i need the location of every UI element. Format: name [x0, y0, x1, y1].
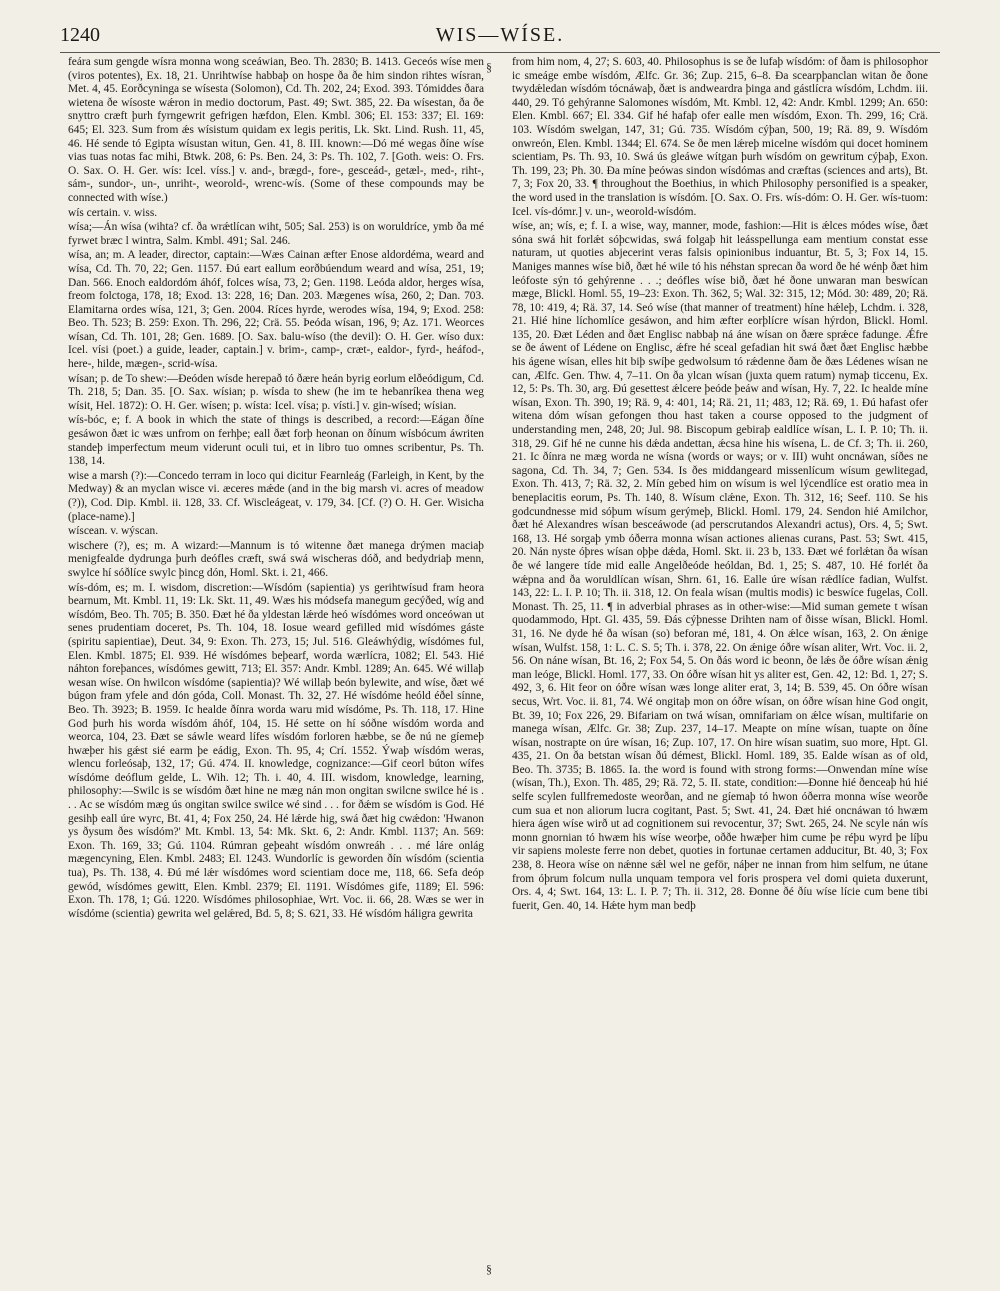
entry-wise-marsh: wise a marsh (?):—Concedo terram in loco qui dicitur Fearnleág (Farleigh, in Kent, by the Medway) & an myclan wisce vi. æceres mǽde (and in the big marsh vi. acres of meadow (?)), Cod. Dip. Kmbl. ii. 128, 33. Cf. Wiscleágeat, v. 179, 34. [Cf. (?) O. H. Ger. Wisicha (place-name).]	[68, 469, 484, 523]
entry-wisan: wísan; p. de To shew:—Ðeóden wísde herepað tó ðære heán byrig eorlum elðeódigum, Cd. Th. 218, 5; Dan. 35. [O. Sax. wísian; p. wísda to shew (he im te hebanríkea thena weg wísit, Hel. 1872): O. H. Ger. wísen; p. wísta: Icel. vísa; p. vísti.] v. gin-wísed; wísian.	[68, 372, 484, 412]
entry-wisa-leader: wísa, an; m. A leader, director, captain:—Wæs Cainan æfter Enose aldordéma, weard and wísa, Cd. Th. 70, 22; Gen. 1157. Ðú eart eallum eorðbúendum weard and wísa, 251, 19; Dan. 566. Enoch ealdordóm áhóf, folces wísa, 73, 2; Gen. 1198. Leóda aldor, herges wísa, freom folctoga, 178, 18; Exod. 13: 228, 16; Dan. 203. Mægenes wísa, 260, 2; Dan. 703. Elamitarna ordes wísa, 121, 3; Gen. 2004. Ríces hyrde, werodes wísa, 194, 9; Exod. 258: Beo. Th. 523; B. 259: Exon. Th. 296, 22; Crä. 55. Þeóda wísan, 196, 9; Az. 171. Weorces wísan, Cd. Th. 101, 28; Gen. 1689. [O. Sax. balu-wíso (the devil): O. H. Ger. wíso dux: Icel. vísi (poet.) a guide, leader, captain.] v. brim-, camp-, cræt-, ealdor-, fyrd-, heáfod-, here-, hilde, mægen-, scrid-wísa.	[68, 249, 484, 371]
entry-wis-certain: wís certain. v. wiss.	[68, 206, 158, 219]
page-number: 1240	[60, 24, 100, 46]
right-column	[512, 56, 928, 913]
gutter-ornament-icon: §	[486, 1262, 492, 1276]
running-head: WIS—WÍSE.	[435, 24, 565, 46]
entry-wis-boc: wís-bóc, e; f. A book in which the state of things is described, a record:—Eágan ðíne gesáwon ðæt ic wæs unfrom on ferhþe; eall ðæt forþ heonan on ðínum wísbócum áwriten standeþ imperfectum meum viderunt oculi tui, et in libro tuo omnes scribentur, Ps. Th. 138, 14.	[68, 414, 484, 468]
entry-wiscean: wíscean. v. wýscan.	[68, 525, 159, 538]
entry-wischere: wischere (?), es; m. A wizard:—Mannum is tó witenne ðæt manega drýmen maciaþ menigfealde dydrunga þurh deófles cræft, swá swá wischeras dóð, and bedydriaþ menn, swylce hí sóðlíce swylc þincg dón, Homl. Skt. i. 21, 466.	[68, 539, 484, 579]
entry-wisa: wísa;—Án wísa (wihta? cf. ða wrǽtlícan wiht, 505; Sal. 253) is on woruldríce, ymb ða mé fyrwet bræc l wintra, Salm. Kmbl. 491; Sal. 246.	[68, 221, 484, 247]
entry-wis-dom: wís-dóm, es; m. I. wisdom, discretion:—Wísdóm (sapientia) ys gerihtwísud fram heora bearnum, Mt. Kmbl. 11, 19: Lk. Skt. 11, 49. Wæs his módsefa manegum gecýðed, wíg and wísdóm, Beo. Th. 705; B. 350. Ðæt hé ða yldestan lǽrde heó wísdómes word onceówan ut senes prudentiam doceret, Ps. Th. 104, 18. Iosue weard gefilled mid wísdómes gáste (spiritu sapientiae), Deut. 34, 9: Exon. Th. 273, 15; Jul. 516. Gleáwhýdig, wísdómes ful, Elen. Kmbl. 1875; El. 939. Hé wísdómes beþearf, worda wærlícra, 1082; El. 543. Hié náhton foreþances, wísdómes gewitt, 713; El. 357: Andr. Kmbl. 1289; An. 645. Wé willaþ wesan wíse. On hwilcon wísdóme (sapientia)? Wé willaþ beón bylewite, and wíse, ðæt wé búgon fram yfele and dón góda, Coll. Monast. Th. 32, 27. Hé wísdóme heóld éðel sínne, Beo. Th. 3923; B. 1959. Ic healde ðínra worda waru mid wísdóme, Ps. Th. 118, 17. Hine God þurh his worda wísdóm áhóf, 104, 15. Hé sette on hí sóðne wísdóm worda and weorca, 104, 23. Ðæt se sáwle weard lífes wísdóm forloren hæbbe, se ðe nú ne gíemeþ hwæþer his gǽst sié earm þe eádig, Exon. Th. 95, 4; Crí. 1552. Ýwaþ wísdóm weras, wlencu forleósaþ, 132, 17; Gú. 474. II. knowledge, cognizance:—Gif ceorl búton wífes wísdóme deóflum gelde, L. Wih. 12; Th. i. 40, 4. III. wisdom, knowledge, learning, philosophy:—Swilc is se wísdóm ðæt hine ne mæg nán mon ongitan swilcne swilce hé is . . . Ac se wísdóm mæg ús ongitan swilce swilce wé sind . . . for ðǽm se wísdóm is God. Hé gesihþ eall úre wyrc, Bt. 41, 4; Fox 250, 24. Hé lǽrde hig, swá ðæt hig cwǽdon: 'Hwanon ys ðysum ðes wísdóm?' Mt. Kmbl. 13, 54: Mk. Skt. 6, 2: Andr. Kmbl. 1137; An. 569: Exon. Th. 169, 33; Gú. 1104. Rúmran geþeaht wísdóm onwreáh . . . mé láre onlág mægencyning, Elen. Kmbl. 2483; El. 1243. Wundorlíc is geworden ðín wísdóm (scientia tua), Ps. Th. 138, 4. Ðú mé lǽr wísdómes word scientiam doce me, 118, 66. Sefa deóp gewód, wísdómes gewitt, Elen. Kmbl. 2379; El. 1191. Wísdómes gife, 1189; El. 596: Exon. Th. 178, 1; Gú. 1220. Wísdómes philosophiae, Wrt. Voc. ii. 66, 28. Wæs se wer in wísdóme (scientia) gewrita wel gelǽred, Bd. 5, 8; S. 621, 33. Hé wísdóm háligra gewrita	[68, 581, 484, 920]
entry-continuation: from him nom, 4, 27; S. 603, 40. Philosophus is se ðe lufaþ wísdóm: of ðam is philosophor ic smeáge embe wísdóm, Ælfc. Gr. 36; Zup. 215, 6–8. Ða scearpþanclan witan ðe ðone twydǽledan wísdóm tócnáwaþ, ðæt is andweardra þinga and gástlícra wísdóm, Lchdm. iii. 440, 29. Tó gehýranne Salomones wísdóm, Mt. Kmbl. 12, 42: Andr. Kmbl. 1299; An. 650: Elen. Kmbl. 667; El. 334. Gif hé hafaþ ofer ealle men wísdóm, Exon. Th. 299, 16; Crä. 103. Wísdóm swelgan, 147, 31; Gú. 735. Wísdóm cýþan, 500, 19; Rä. 89, 9. Wísdóm onwreón, Elen. Kmbl. 1344; El. 674. Se ðe men lǽreþ micelne wísdóm qui docet hominem scientiam, Ps. Th. 93, 10. Swá ús gleáwe wítgan þurh wísdóm on gewritum cýþaþ, Exon. Th. 199, 23; Ph. 30. Ða míne þeówas sindon wísdómas and cræftas (sciences and arts), Bt. 7, 3; Fox 20, 33. ¶ throughout the Boethius, in which Philosophy personified is a speaker, the word used in the translation is wísdóm. [O. Sax. O. Frs. wís-dóm: O. H. Ger. wís-tuom: Icel. vís-dómr.] v. un-, weorold-wísdóm.	[512, 56, 928, 218]
left-column	[68, 56, 484, 921]
entry-wise: wíse, an; wís, e; f. I. a wise, way, manner, mode, fashion:—Hit is ǽlces módes wíse, ðæt sóna swá hit forlǽt sóþcwidas, swá folgaþ hit leásspellunga eam mentium constat esse naturam, ut quoties abjecerint veras falsis opinionibus induantur, Bt. 5, 3; Fox 14, 15. Maniges mannes wíse bið, ðæt hé wile tó his néhstan sprecan ða word ðe hé wénþ ðæt him leófoste sýn tó gehýrenne . . .; deófles wíse bið, ðæt hé ðone unwaran man beswícan mæge, Blickl. Homl. 55, 19–23: Exon. Th. 362, 5; Wal. 32: 315, 12; Mód. 30: 489, 20; Rä. 78, 10: 419, 4; Rä. 37, 14. Seó wíse (that manner of treatment) híne hǽleþ, Lchdm. i. 328, 21. Hié hine líchomlíce gesáwon, and him æfter eorþlícre wísan hýrdon, Blickl. Homl. 135, 20. Ðæt Léden and ðæt Englisc nabbaþ ná áne wísan on ðære sprǽce fadunge. Ǽfre se ðe áwent of Lédene on Englisc, ǽfre hé sceal gefadian hit swá ðæt ðæt Englisc hæbbe his ágene wísan, elles hit biþ swíþe gedwolsum tó rǽdenne ðam ðe ðæs Lédenes wísan ne can, Ælfc. Gen. Thw. 4, 7–11. On ða ylcan wísan (juxta quem ratum) nymaþ ticcenu, Ex. 12, 5: Ps. Th. 30, arg. Ðú gesettest ǽlcere þeóde þeáw and wísan, Hy. 7, 22. Ic healde míne wísan, Exon. Th. 390, 19; Rä. 9, 4: 401, 14; Rä. 21, 11; 483, 12; Rä. 69, 1. Ðú hafast ofer witena dóm wísan gefongen thou hast taken a course opposed to the judgment of understanding men, 248, 20; Jul. 98. Biscopum gebiraþ ealdlíce wísan, L. I. P. 10; Th. ii. 318, 29. Gif hé ne cunne his dǽda andettan, ǽcsa hine his wísena, L. de Cf. 3; Th. ii. 260, 21. Ic ðínra ne mæg worda ne wísna (words or ways; or v. III) wuht oncnáwan, síðes ne sagona, Cd. Th. 34, 7; Gen. 534. Is ðes middangeard missenlícum wísum gewlitegad, Exon. Th. 413, 7; Rä. 32, 2. Mín gebed him on wísum is wel lýcendlíce est oratio mea in beneplacitis eorum, Ps. Th. 140, 8. Wísum clǽne, Exon. Th. 312, 16; Seef. 110. Se his godcundnesse mid sóþum wísum gerýmeþ, Blickl. Homl. 179, 24. Sendon hié Amilchor, ðæt hé Alexandres wísan besceáwode (ad perscrutandos Alexandri actus), Ors. 4, 5; Swt. 168, 13. Hé sorgaþ ymb óðerra monna wísan actiones alienas curans, Past. 53; Swt. 415, 20. Nán nyste óþres wísan oþþe dǽda, Homl. Skt. ii. 23 b, 133. Ðæt wé forlǽtan ða wísan ðe wé langere tíde mid ealle Angelðeóde heóldan, Bd. 1, 25; S. 487, 10. Hé forlét ða wǽpna and ða woruldlícan wísan, Shrn. 61, 16. Ealle úre wísan rǽdlíce fadian, Wulfst. 143, 22: L. I. P. 10; Th. ii. 318, 12. On feala wísan (multis modis) ic beswíce fugelas, Coll. Monast. Th. 25, 11. ¶ in adverbial phrases as in other-wise:—Mid suman gemete t wísan quodammodo, Hpt. Gl. 435, 59. Ðás cýþnesse Drihten nam of ðisse wísan, Blickl. Homl. 31, 16. Ne dyde hé ða wísan (so) beforan mé, 181, 4. On ǽlce wísan, 163, 2. On ǽnige wísan, Wulfst. 158, 1: L. C. S. 5; Th. i. 378, 22. On ǽnige óðre wísan aliter, Wrt. Voc. ii. 2, 56. On náne wísan, Bt. 16, 2; Fox 54, 5. On ðás word ic beonn, ðe lǽs ðe óðre wísan ǽnig man leóge, Blickl. Homl. 177, 33. On óðre wísan hit ys aliter est, Gen. 42, 12: Bd. 1, 27; S. 492, 3, 6. Hit feor on óðre wísan wæs longe aliter erat, 3, 14; B. 539, 45. On óðre wísan secus, Wrt. Voc. ii. 81, 74. Wé ongitaþ mon on óðre wísan, on óðre wísan hine God ongit, Bt. 39, 10; Fox 226, 29. Bifariam on twá wísan, omnifariam on ǽlce wísan, multifarie on manega wísan, Ælfc. Gr. 38; Zup. 237, 14–17. Meapte on míne wísan, tuapte on ðíne wísan, nostrapte on úre wísan, 16; Zup. 107, 17. On hire wísan suatim, suo more, Hpt. Gl. 435, 21. On ða betstan wísan ðú démest, Blickl. Homl. 189, 35. Ealde wísan as of old, Beo. Th. 3735; B. 1865. Ia. the word is found with strong forms:—Onwendan míne wíse (wísan, Th.), Exon. Th. 485, 29; Rä. 72, 5. II. state, condition:—Ðonne hié ðenceaþ hú hié selfe scylen fullfremedoste weorðan, and ne gíemaþ tó hwon óðerra monna wíse weorðe cum sua et non aliorum lucra cogitant, Past. 5; Swt. 41, 24. Ðæt hié oncnáwan tó hwæm hiera ágen wíse wirð ut ad cognitionem sui revocentur, 37; Swt. 265, 24. Ne scyle nán wís monn gnornian tó hwæm his wíse weorþe, oððe hwæþer him cume þe réþu wyrd þe líþu vir sapiens moleste ferre non debet, quoties in fortunae certamen adducitur, Bt. 40, 3; Fox 238, 8. Heora wíse on nǽnne sǽl wel ne geför, náþer ne innan from him selfum, ne útane from óþrum folcum nulla unquam tempora vel foris prospera vel domi quieta duxerunt, Ors. 4, 4; Swt. 164, 13: L. I. P. 7; Th. ii. 312, 28. Ðonne ðé ðíu wíse lície cum bene tibi fuerit, Gen. 40, 14. Hǽte hym man bedþ	[512, 220, 928, 912]
page-header	[60, 18, 940, 53]
gutter-ornament-icon: §	[486, 60, 492, 74]
entry-continuation: feára sum gengde wísra monna wong sceáwian, Beo. Th. 2830; B. 1413. Geceós wíse men (viros potentes), Ex. 18, 21. Unrihtwíse habbaþ on hospe ða ðe him sindon rihtes wísran, Met. 4, 45. Eorðcyninga se wísesta (Solomon), Cd. Th. 202, 24; Exod. 393. Tómiddes ðara wietena ðe wísoste wǽron in medio doctorum, Past. 49; Swt. 385, 22. Ða wísestan, ða ðe snyttro cræft þurh fyrngewrit gefrigen hæfdon, Elen. Kmbl. 306; El. 153: 337; El. 169: 645; El. 323. Sum from ǽs wísistum quidam ex legis peritis, Lk. Skt. Lind. Rush. 11, 45, 46. Hé sende tó Egipta wísustan witun, Gen. 41, 8. III. known:—Dó mé wegas ðíne wíse vias tuas notas fac mihi, Btwk. 208, 6: Ps. Ben. 24, 3: Ps. Th. 102, 7. [Goth. weis: O. Frs. O. Sax. O. H. Ger. wís: Icel. víss.] v. and-, brægd-, fore-, gesceád-, getæl-, med-, riht-, sám-, sundor-, un-, unriht-, weorold-, wrenc-wís. (Some of these compounds may be connected with wíse.)	[68, 56, 484, 204]
